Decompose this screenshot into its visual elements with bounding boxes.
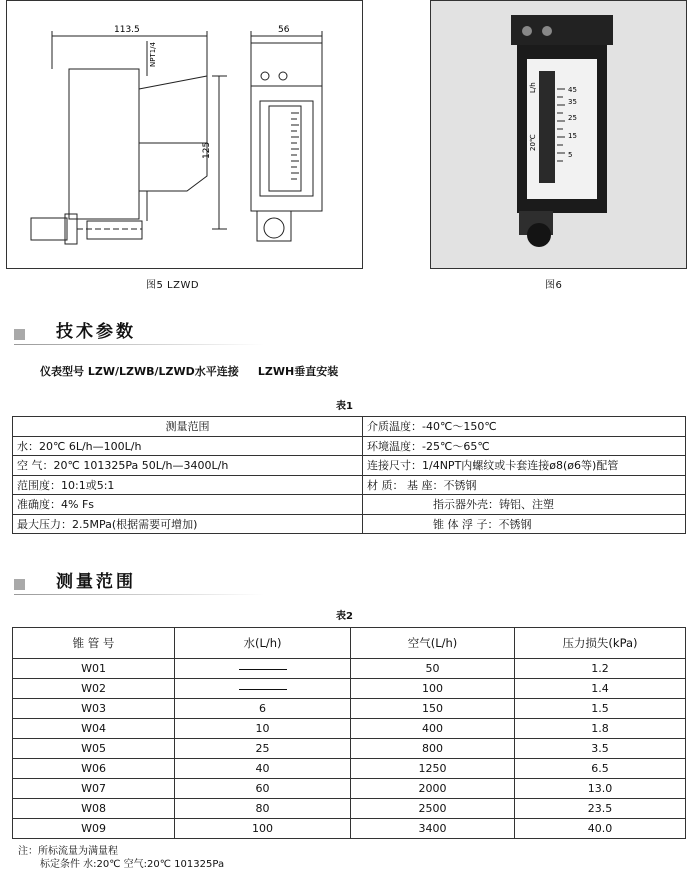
table-cell: W04 [13,719,175,739]
figure-5-drawing [6,0,363,269]
table-header-row [13,628,686,659]
table-cell: 50 [351,659,515,679]
figure-5-caption: 图5 LZWD [146,280,200,291]
inlet-fitting [31,218,67,240]
model-line: 仪表型号 LZW/LZWB/LZWD水平连接 LZWH垂直安装 [40,365,339,378]
table-cell: 100 [175,819,351,839]
table-cell: 1.2 [515,659,686,679]
table-cell: 100 [351,679,515,699]
table-cell: 空 气：20℃ 101325Pa 50L/h—3400L/h [13,456,363,476]
footnote-line: 标定条件 水:20℃ 空气:20℃ 101325Pa [40,859,225,870]
table-cell: 40 [175,759,351,779]
footnote-line: 注：所标流量为满量程 [18,846,118,857]
table-cell: 3400 [351,819,515,839]
table-cell: W07 [13,779,175,799]
footnote [18,845,224,871]
dim-side-width-label: 56 [278,25,290,35]
table-cell: W02 [13,679,175,699]
table-1-specs [12,416,686,534]
section-square-icon [14,329,25,340]
table-cell: 60 [175,779,351,799]
scale-label: 35 [568,98,577,106]
unit-label: L/h [529,82,537,93]
screw-icon [279,72,287,80]
dim-width-label: 113.5 [114,25,140,35]
table-cell: 23.5 [515,799,686,819]
table-row [13,475,686,495]
table-cell: 3.5 [515,739,686,759]
dash-line [239,669,287,670]
table-cell: 6 [175,699,351,719]
section-square-icon [14,579,25,590]
table-cell: 最大压力：2.5MPa(根据需要可增加) [13,514,363,534]
table-cell: 锥 体 浮 子：不锈钢 [363,514,686,534]
table-row [13,759,686,779]
table-cell: 800 [351,739,515,759]
section-title: 测量范围 [56,572,136,592]
table-cell [175,659,351,679]
dim-thread-label: NPT1/4 [149,42,157,67]
table-cell: 材 质： 基 座：不锈钢 [363,475,686,495]
body-front [69,69,139,219]
screw-icon [261,72,269,80]
table-row [13,699,686,719]
table-cell: 150 [351,699,515,719]
scale-label: 25 [568,114,577,122]
temp-label: 20℃ [529,134,537,151]
table-row [13,739,686,759]
table-cell: 准确度：4% Fs [13,495,363,515]
table-row [13,819,686,839]
scale-label: 45 [568,86,577,94]
section-title: 技术参数 [56,322,136,342]
table-cell: 13.0 [515,779,686,799]
scale-label: 15 [568,132,577,140]
table-cell: 10 [175,719,351,739]
float-tube [539,71,555,183]
table-cell: 1.5 [515,699,686,719]
table-cell: 水：20℃ 6L/h—100L/h [13,436,363,456]
table-cell: 环境温度：-25℃～65℃ [363,436,686,456]
table-cell: W09 [13,819,175,839]
table-cell: 25 [175,739,351,759]
table-cell: 1.4 [515,679,686,699]
table-cell: 连接尺寸：1/4NPT内螺纹或卡套连接ø8(ø6等)配管 [363,456,686,476]
table-cell: W01 [13,659,175,679]
bottom-knob-icon [264,218,284,238]
table-cell: 测量范围 [13,417,363,437]
table-cell: 2500 [351,799,515,819]
table-1-caption: 表1 [336,401,353,412]
table-row [13,495,686,515]
table-2-range [12,627,686,839]
figure-6-photo [430,0,687,269]
flowmeter-photo [431,1,688,270]
column-header: 压力损失(kPa) [515,628,686,659]
table-row [13,514,686,534]
section-heading-tech-params [14,318,264,342]
column-header: 锥 管 号 [13,628,175,659]
table-row [13,799,686,819]
table-cell: 80 [175,799,351,819]
table-cell: W03 [13,699,175,719]
table-row [13,436,686,456]
table-cell: 2000 [351,779,515,799]
column-header: 水(L/h) [175,628,351,659]
scale-label: 5 [568,151,573,159]
table-cell: 6.5 [515,759,686,779]
table-row [13,417,686,437]
table-cell: W06 [13,759,175,779]
table-cell: 范围度：10:1或5:1 [13,475,363,495]
table-2-caption: 表2 [336,611,353,622]
table-cell: 指示器外壳：铸铝、注塑 [363,495,686,515]
side-view-window [260,101,313,196]
table-cell: W05 [13,739,175,759]
table-cell: 1250 [351,759,515,779]
figure-6-caption: 图6 [545,280,563,291]
section-underline [14,594,264,595]
adjust-knob-icon [527,223,551,247]
table-cell: W08 [13,799,175,819]
body-top-housing [139,76,207,143]
screw-icon [522,26,532,36]
table-cell: 介质温度：-40℃～150℃ [363,417,686,437]
section-underline [14,344,264,345]
column-header: 空气(L/h) [351,628,515,659]
side-view-body [251,43,322,211]
table-row [13,659,686,679]
table-row [13,456,686,476]
table-row [13,679,686,699]
table-cell: 400 [351,719,515,739]
table-row [13,719,686,739]
dash-line [239,689,287,690]
dim-height-label: 125 [202,141,212,159]
table-cell: 40.0 [515,819,686,839]
lzwd-dimension-drawing [7,1,364,270]
table-cell: 1.8 [515,719,686,739]
section-heading-measure-range [14,568,264,592]
table-cell [175,679,351,699]
screw-icon [542,26,552,36]
table-row [13,779,686,799]
